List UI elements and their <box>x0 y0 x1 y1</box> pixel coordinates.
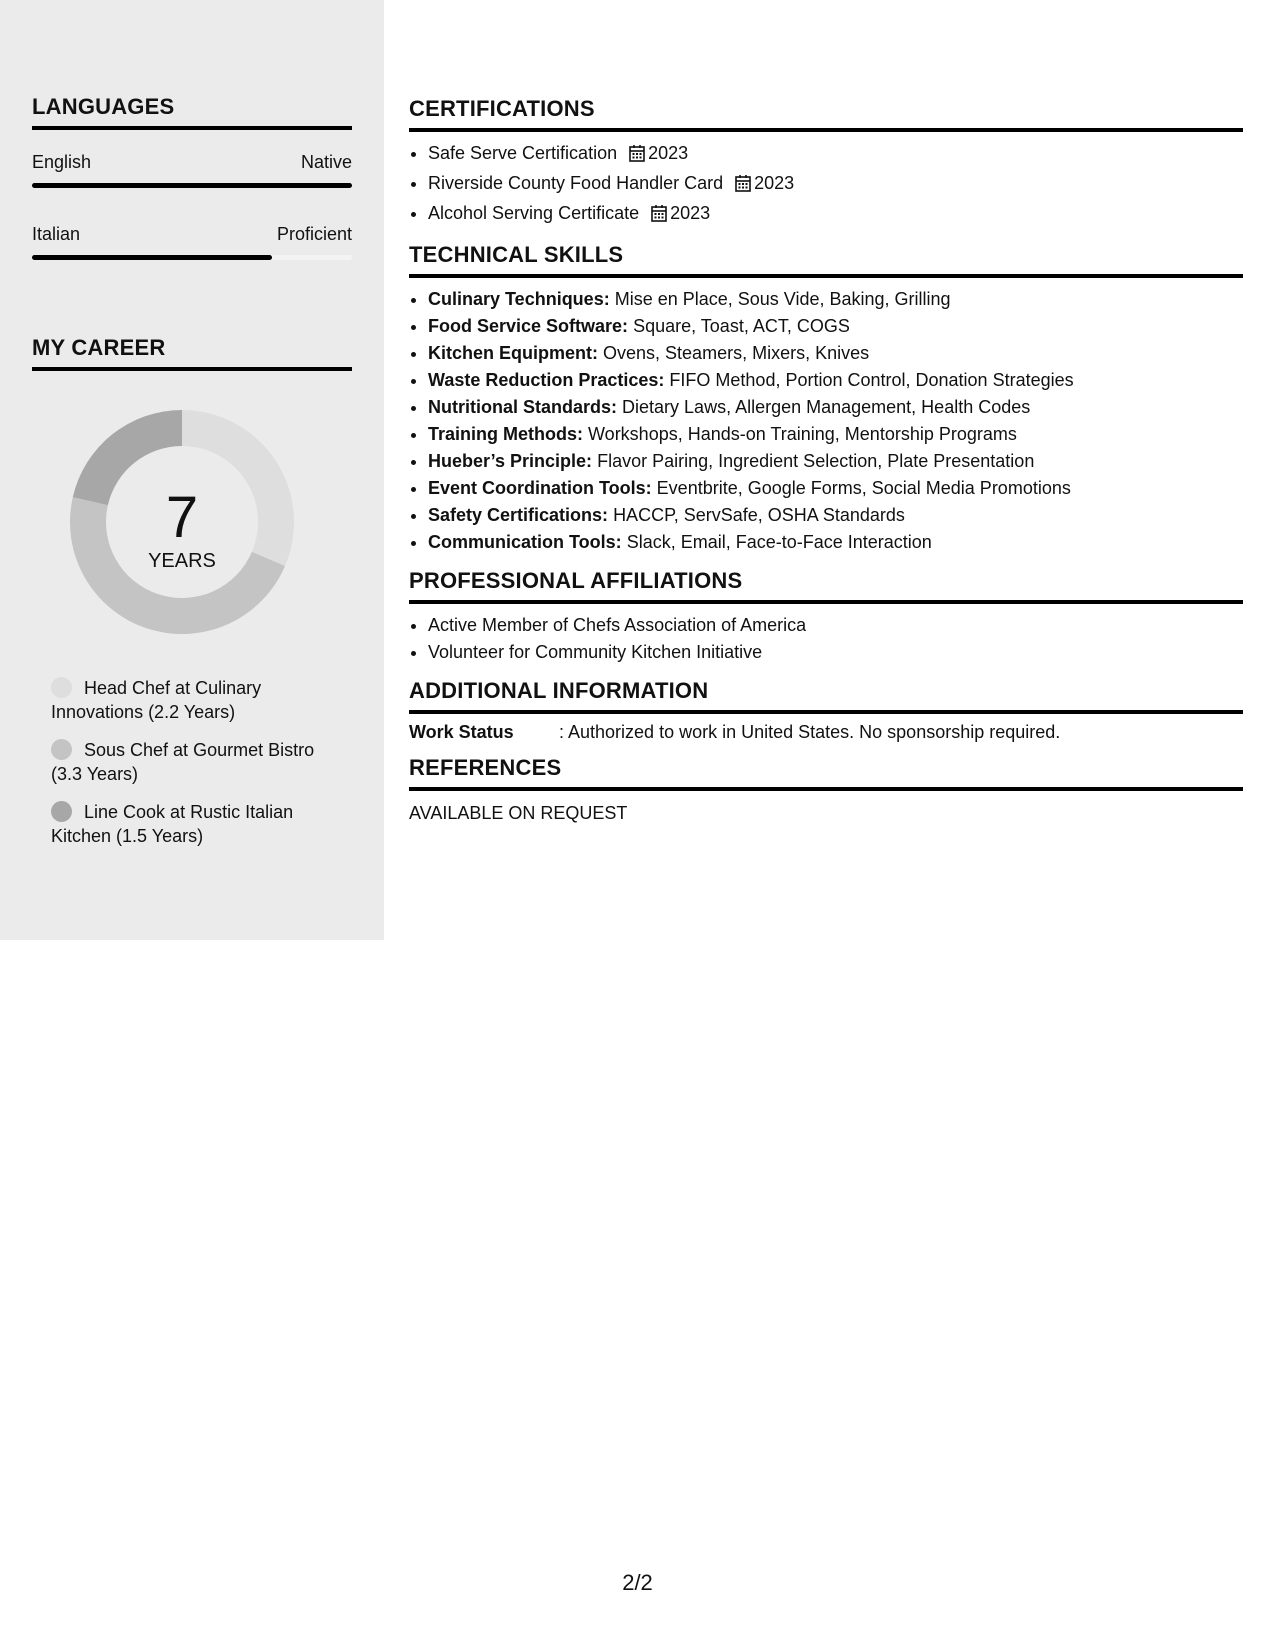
skill-value: FIFO Method, Portion Control, Donation Strategies <box>669 370 1074 390</box>
skill-label: Hueber’s Principle: <box>428 451 593 471</box>
page-number: 2/2 <box>622 1570 653 1595</box>
legend-item <box>51 676 341 724</box>
work-status-value: : Authorized to work in United States. No sponsorship required. <box>559 722 1061 742</box>
legend-swatch <box>51 677 72 698</box>
skill-item <box>428 529 1243 556</box>
affiliations-heading: PROFESSIONAL AFFILIATIONS <box>409 568 1243 604</box>
legend-swatch <box>51 739 72 760</box>
skill-item <box>428 421 1243 448</box>
skill-item <box>428 502 1243 529</box>
legend-item <box>51 738 341 786</box>
calendar-icon <box>735 173 751 200</box>
skill-item <box>428 394 1243 421</box>
language-item-italian <box>32 224 352 260</box>
skill-value: Slack, Email, Face-to-Face Interaction <box>626 532 932 552</box>
language-name: English <box>32 152 92 172</box>
career-legend <box>51 676 341 862</box>
additional-information-section <box>409 678 1243 743</box>
certification-item <box>428 140 1243 170</box>
certification-item <box>428 200 1243 230</box>
affiliation-item: • Volunteer for Community Kitchen Initiative <box>428 639 1243 666</box>
certification-year: 2023 <box>670 203 711 223</box>
skill-label: Food Service Software: <box>428 316 629 336</box>
skill-label: Event Coordination Tools: <box>428 478 652 498</box>
sidebar <box>0 0 384 940</box>
legend-label: Head Chef at Culinary Innovations (2.2 Years) <box>51 678 262 722</box>
technical-skills-heading: TECHNICAL SKILLS <box>409 242 1243 278</box>
certifications-list <box>409 140 1243 230</box>
skill-value: Square, Toast, ACT, COGS <box>633 316 850 336</box>
language-proficiency-bar <box>32 255 352 260</box>
language-proficiency-fill <box>32 255 272 260</box>
language-proficiency-bar <box>32 183 352 188</box>
skill-label: Waste Reduction Practices: <box>428 370 665 390</box>
skill-label: Kitchen Equipment: <box>428 343 598 363</box>
skill-item <box>428 340 1243 367</box>
career-heading: MY CAREER <box>32 335 352 371</box>
skill-label: Culinary Techniques: <box>428 289 610 309</box>
skill-label: Communication Tools: <box>428 532 622 552</box>
certification-year: 2023 <box>754 173 795 193</box>
skill-value: Workshops, Hands-on Training, Mentorship Programs <box>588 424 1017 444</box>
skill-item <box>428 448 1243 475</box>
language-level: Proficient <box>276 224 352 244</box>
career-total-unit: YEARS <box>148 550 216 572</box>
legend-swatch <box>51 801 72 822</box>
main-content <box>409 96 1243 836</box>
skill-value: Mise en Place, Sous Vide, Baking, Grilling <box>614 289 951 309</box>
skill-item <box>428 286 1243 313</box>
certification-name: Safe Serve Certification <box>428 143 618 163</box>
certifications-section <box>409 96 1243 230</box>
legend-label: Sous Chef at Gourmet Bistro (3.3 Years) <box>51 740 315 784</box>
skill-item <box>428 475 1243 502</box>
language-proficiency-fill <box>32 183 352 188</box>
technical-skills-section <box>409 242 1243 556</box>
affiliations-list <box>409 612 1243 666</box>
career-total-years: 7 <box>165 485 199 550</box>
career-donut-chart <box>32 410 332 650</box>
skill-value: Ovens, Steamers, Mixers, Knives <box>603 343 870 363</box>
certification-year: 2023 <box>648 143 689 163</box>
affiliation-item: • Active Member of Chefs Association of America <box>428 612 1243 639</box>
additional-information-heading: ADDITIONAL INFORMATION <box>409 678 1243 714</box>
affiliations-section <box>409 568 1243 666</box>
legend-item <box>51 800 341 848</box>
references-section <box>409 755 1243 824</box>
skill-label: Safety Certifications: <box>428 505 609 525</box>
skill-value: Flavor Pairing, Ingredient Selection, Plate Presentation <box>597 451 1035 471</box>
skill-item <box>428 367 1243 394</box>
skill-value: Dietary Laws, Allergen Management, Health Codes <box>622 397 1031 417</box>
skill-label: Nutritional Standards: <box>428 397 618 417</box>
references-text: AVAILABLE ON REQUEST <box>409 803 628 823</box>
languages-heading: LANGUAGES <box>32 94 352 130</box>
language-item-english <box>32 152 352 188</box>
skill-item <box>428 313 1243 340</box>
certifications-heading: CERTIFICATIONS <box>409 96 1243 132</box>
work-status-row <box>409 722 1243 743</box>
work-status-label: Work Status <box>409 722 514 742</box>
calendar-icon <box>651 203 667 230</box>
references-heading: REFERENCES <box>409 755 1243 791</box>
skill-value: HACCP, ServSafe, OSHA Standards <box>613 505 905 525</box>
certification-name: Alcohol Serving Certificate <box>428 203 640 223</box>
language-name: Italian <box>32 224 81 244</box>
career-section <box>32 335 352 371</box>
skill-value: Eventbrite, Google Forms, Social Media Promotions <box>656 478 1071 498</box>
certification-name: Riverside County Food Handler Card <box>428 173 724 193</box>
languages-section <box>32 94 352 260</box>
certification-item <box>428 170 1243 200</box>
skill-label: Training Methods: <box>428 424 583 444</box>
legend-label: Line Cook at Rustic Italian Kitchen (1.5 Years) <box>51 802 294 846</box>
language-level: Native <box>300 152 352 172</box>
technical-skills-list <box>409 286 1243 556</box>
calendar-icon <box>629 143 645 170</box>
